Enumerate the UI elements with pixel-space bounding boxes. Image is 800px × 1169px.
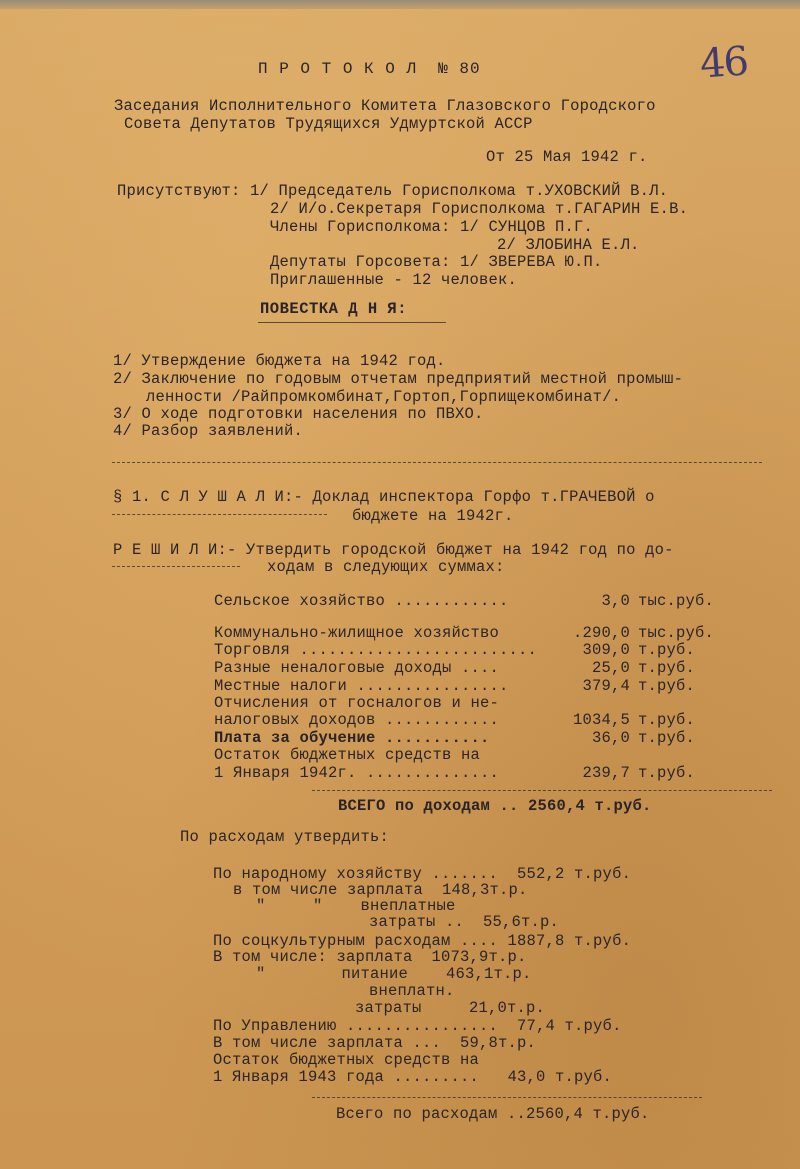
expense-line: " питание 463,1т.р. <box>256 965 532 983</box>
attendance-line-2: 2/ И/о.Секретаря Горисполкома т.ГАГАРИН Е.В. <box>270 200 689 218</box>
income-amount: 239,7 <box>582 764 630 782</box>
subtitle-line-2: Совета Депутатов Трудящихся Удмуртской АССР <box>124 115 533 133</box>
agenda-item-2-line-1: 2/ Заключение по годовым отчетам предприятий местной промыш- <box>113 370 684 388</box>
income-unit: т.руб. <box>638 641 696 659</box>
heard-underline <box>112 514 327 515</box>
income-unit: т.руб. <box>638 764 696 782</box>
expenses-total-rule <box>312 1097 702 1098</box>
protocol-title: П Р О Т О К О Л № 80 <box>258 60 481 78</box>
income-amount: .290,0 <box>572 624 630 642</box>
income-total-rule <box>312 790 772 791</box>
subtitle-line-1: Заседания Исполнительного Комитета Глазовского Городского <box>114 97 656 115</box>
income-unit: тыс.руб. <box>638 624 715 642</box>
income-row: Коммунально-жилищное хозяйство <box>214 624 500 642</box>
income-row: Местные налоги ................ <box>214 677 509 695</box>
income-row: Остаток бюджетных средств на <box>214 746 481 764</box>
income-row: 1 Января 1942г. .............. <box>214 764 500 782</box>
heard-line-2: бюджете на 1942г. <box>352 507 514 525</box>
income-total: ВСЕГО по доходам .. 2560,4 т.руб. <box>338 797 652 815</box>
expense-line: В том числе зарплата ... 59,8т.р. <box>213 1034 537 1052</box>
income-row: Плата за обучение ........... <box>214 729 490 747</box>
attendance-line-1: Присутствуют: 1/ Председатель Горисполкома т.УХОВСКИЙ В.Л. <box>117 182 669 200</box>
income-amount: 3,0 <box>601 592 630 610</box>
resolved-line-1: Р Е Ш И Л И:- Утвердить городской бюджет на 1942 год по до- <box>113 541 674 559</box>
expense-line: затраты 21,0т.р. <box>355 999 546 1017</box>
section-divider <box>112 462 762 463</box>
income-row: Торговля ......................... <box>214 641 538 659</box>
resolved-underline <box>112 566 240 567</box>
expense-line: затраты .. 55,6т.р. <box>369 913 560 931</box>
attendance-line-4: 2/ ЗЛОБИНА Е.Л. <box>497 236 640 254</box>
income-unit: т.руб. <box>638 677 696 695</box>
income-unit: т.руб. <box>638 659 696 677</box>
scan-top-edge <box>0 0 800 9</box>
expense-line: в том числе зарплата 148,3т.р. <box>233 881 528 899</box>
agenda-heading: ПОВЕСТКА Д Н Я: <box>260 300 408 318</box>
income-amount: 379,4 <box>582 677 630 695</box>
income-row: Разные неналоговые доходы .... <box>214 659 500 677</box>
expense-line: внеплатн. <box>369 982 455 1000</box>
protocol-date: От 25 Мая 1942 г. <box>486 148 648 166</box>
income-unit: т.руб. <box>638 729 696 747</box>
income-amount: 309,0 <box>582 641 630 659</box>
attendance-line-5: Депутаты Горсовета: 1/ ЗВЕРЕВА Ю.П. <box>270 253 603 271</box>
income-unit: тыс.руб. <box>638 592 715 610</box>
agenda-item-1: 1/ Утверждение бюджета на 1942 год. <box>113 352 446 370</box>
income-row: налоговых доходов ............ <box>214 711 500 729</box>
expense-line: Остаток бюджетных средств на <box>213 1051 480 1069</box>
expense-line: По Управлению ................ 77,4 т.руб. <box>213 1017 622 1035</box>
expense-line: По народному хозяйству ....... 552,2 т.руб. <box>213 865 632 883</box>
expenses-total: Всего по расходам ..2560,4 т.руб. <box>336 1105 650 1123</box>
heard-line-1: § 1. С Л У Ш А Л И:- Доклад инспектора Горфо т.ГРАЧЕВОЙ о <box>113 488 655 506</box>
income-row: Сельское хозяйство ............ <box>214 592 509 610</box>
income-amount: 25,0 <box>591 659 630 677</box>
expense-line: По соцкультурным расходам .... 1887,8 т.руб. <box>213 932 632 950</box>
agenda-heading-underline <box>258 322 446 323</box>
agenda-item-4: 4/ Разбор заявлений. <box>113 422 304 440</box>
resolved-line-2: ходам в следующих суммах: <box>267 558 505 576</box>
income-unit: т.руб. <box>638 711 696 729</box>
income-amount: 36,0 <box>591 729 630 747</box>
income-row: Отчисления от госналогов и не- <box>214 694 500 712</box>
expenses-heading: По расходам утвердить: <box>180 828 390 846</box>
agenda-item-2-line-2: ленности /Райпромкомбинат,Гортоп,Горпищекомбинат/. <box>146 388 622 406</box>
attendance-line-3: Члены Горисполкома: 1/ СУНЦОВ П.Г. <box>270 218 594 236</box>
agenda-item-3: 3/ О ходе подготовки населения по ПВХО. <box>113 405 484 423</box>
expense-line: " " внеплатные <box>256 897 456 915</box>
expense-line: В том числе: зарплата 1073,9т.р. <box>213 948 527 966</box>
expense-line: 1 Января 1943 года ......... 43,0 т.руб. <box>213 1068 613 1086</box>
income-amount: 1034,5 <box>572 711 630 729</box>
handwritten-page-number: 46 <box>698 38 749 88</box>
attendance-line-6: Приглашенные - 12 человек. <box>270 271 518 289</box>
